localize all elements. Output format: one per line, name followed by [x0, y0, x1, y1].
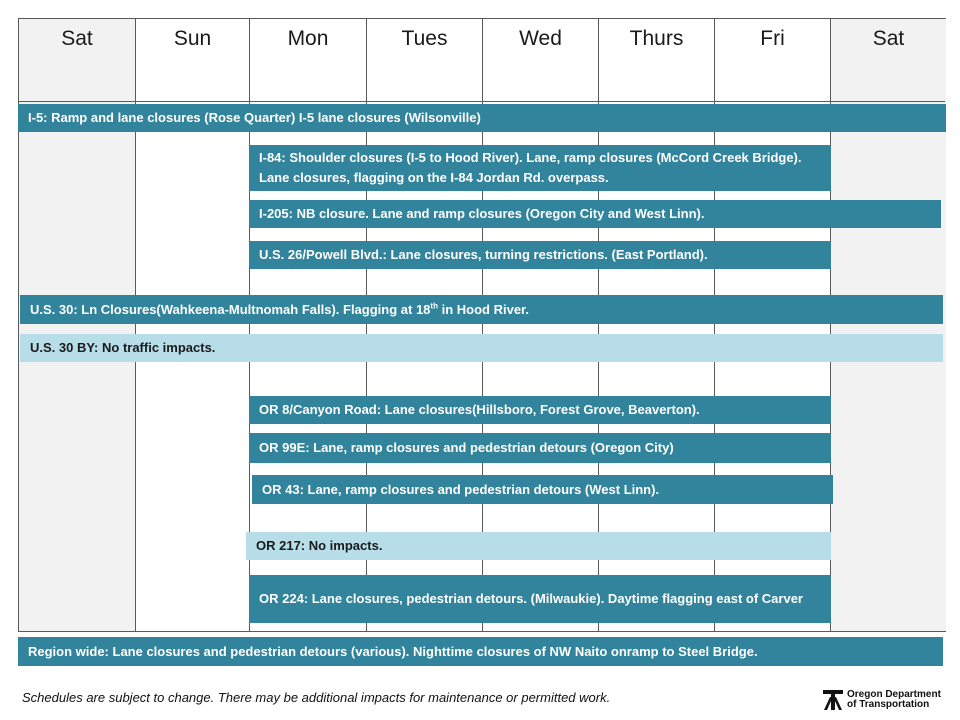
day-header-sun: Sun: [173, 27, 212, 50]
bar-or217-label: OR 217: No impacts.: [256, 538, 383, 553]
bar-or8: [249, 396, 831, 424]
odot-logo-text: [847, 690, 941, 710]
bar-region-wide-label: Region wide: Lane closures and pedestrian detours (various). Nighttime closures of NW Naito onramp to Steel Bridge.: [28, 643, 758, 659]
odot-logo: [822, 688, 941, 712]
day-header-thurs: Thurs: [629, 27, 684, 50]
bar-or43: [252, 475, 833, 504]
bar-us30by: [20, 334, 943, 362]
footer-note: Schedules are subject to change. There may be additional impacts for maintenance or permitted work.: [22, 690, 611, 705]
day-header-wed: Wed: [519, 27, 562, 50]
bar-us26-label: U.S. 26/Powell Blvd.: Lane closures, turning restrictions. (East Portland).: [259, 247, 708, 262]
bar-region-wide: [18, 637, 943, 666]
day-header-fri: Fri: [760, 27, 785, 50]
bar-us30-label: U.S. 30: Ln Closures(Wahkeena-Multnomah Falls). Flagging at 18th in Hood River.: [30, 301, 529, 317]
odot-logo-icon: [822, 689, 844, 711]
bar-or8-label: OR 8/Canyon Road: Lane closures(Hillsboro, Forest Grove, Beaverton).: [259, 402, 700, 417]
bar-or43-label: OR 43: Lane, ramp closures and pedestrian detours (West Linn).: [262, 481, 660, 497]
day-header-sat-2: Sat: [872, 27, 905, 50]
day-header-sat-1: Sat: [61, 27, 93, 50]
bar-i84: [249, 145, 831, 191]
odot-logo-line2: of Transportation: [847, 699, 930, 710]
bar-i84-label: I-84: Shoulder closures (I-5 to Hood River). Lane, ramp closures (McCord Creek Bridge). Lane closures, flagging on the I-84 Jordan Rd. overpass.: [259, 150, 802, 185]
day-header-tues: Tues: [401, 27, 448, 50]
header-divider: [19, 101, 945, 102]
bar-or99e: [249, 433, 831, 463]
bar-i5: [18, 104, 946, 132]
bar-us30by-label: U.S. 30 BY: No traffic impacts.: [30, 340, 216, 355]
odot-logo-line1: Oregon Department: [847, 689, 941, 700]
bar-or224: [249, 575, 831, 623]
bar-or217: [246, 532, 831, 560]
bar-us30: [20, 295, 943, 324]
bar-us26: [249, 241, 831, 269]
bar-i5-label: I-5: Ramp and lane closures (Rose Quarter) I-5 lane closures (Wilsonville): [28, 110, 481, 125]
bar-i205-label: I-205: NB closure. Lane and ramp closures (Oregon City and West Linn).: [259, 206, 705, 221]
day-header-mon: Mon: [287, 27, 329, 50]
bar-or99e-label: OR 99E: Lane, ramp closures and pedestrian detours (Oregon City): [259, 440, 674, 455]
bar-or224-label: OR 224: Lane closures, pedestrian detours. (Milwaukie). Daytime flagging east of Carver: [259, 591, 803, 606]
bar-i205: [249, 200, 941, 228]
